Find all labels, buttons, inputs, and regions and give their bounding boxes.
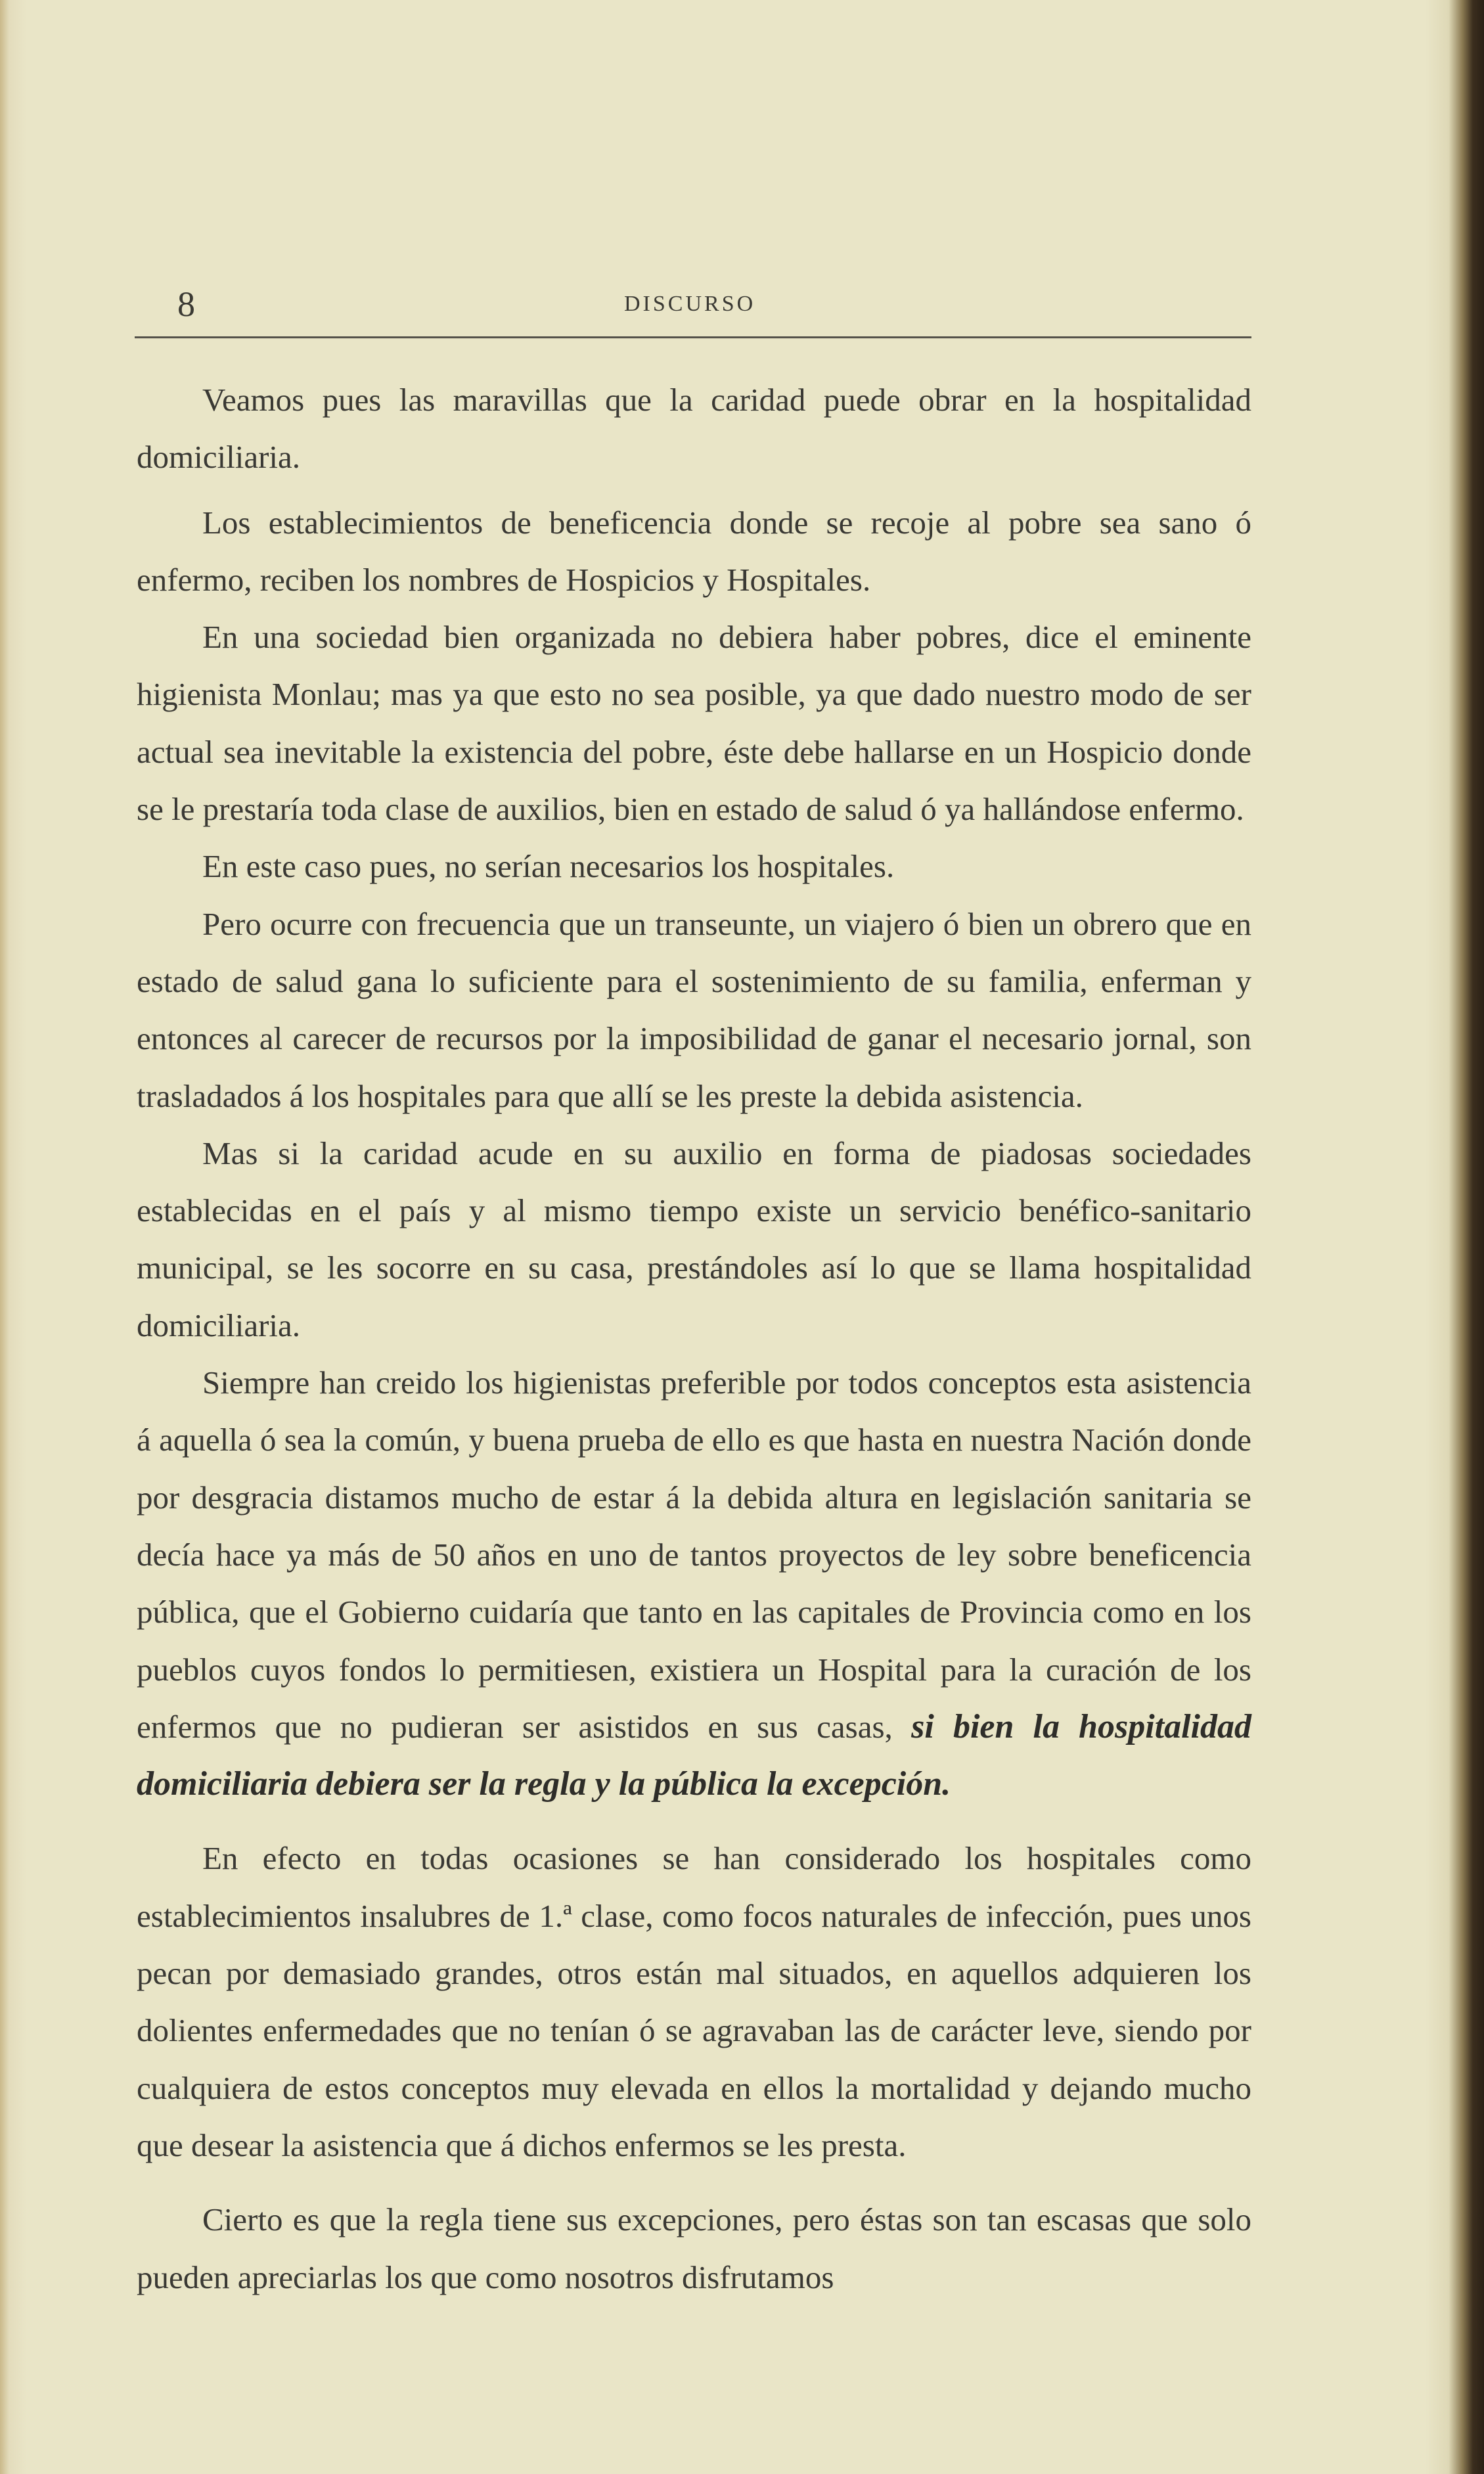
running-head: DISCURSO <box>624 292 756 316</box>
paragraph: Pero ocurre con frecuencia que un transeunte, un viajero ó bien un obrero que en estado de salud gana lo suficiente para el sostenimiento de su familia, enferman y entonces al carecer de recursos por la imposibilidad de ganar el necesario jornal, son trasladados á los hospitales para que allí se les preste la debida asistencia. <box>137 905 1251 1114</box>
page-number: 8 <box>177 284 195 324</box>
paragraph: Cierto es que la regla tiene sus excepciones, pero éstas son tan escasas que solo pueden apreciarlas los que como nosotros disfrutamos <box>137 2201 1251 2295</box>
paragraph: Los establecimientos de beneficencia donde se recoje al pobre sea sano ó enfermo, reciben los nombres de Hospicios y Hospitales. <box>137 504 1251 598</box>
page-header <box>135 284 1251 343</box>
paragraph-text: Siempre han creido los higienistas preferible por todos conceptos esta asistencia á aquella ó sea la común, y buena prueba de ello es que hasta en nuestra Nación donde por desgracia distamos mucho de estar á la debida altura en legislación sanitaria se decía hace ya más de 50 años en uno de tantos proyectos de ley sobre beneficencia pública, que el Gobierno cuidaría que tanto en las capitales de Provincia como en los pueblos cuyos fondos lo permitiesen, existiera un Hospital para la curación de los enfermos que no pudieran ser asistidos en sus casas, <box>137 1364 1251 1745</box>
paragraph: Mas si la caridad acude en su auxilio en forma de piadosas sociedades establecidas en el país y al mismo tiempo existe un servicio benéfico-sanitario municipal, se les socorre en su casa, prestándoles así lo que se llama hospitalidad domiciliaria. <box>137 1135 1251 1343</box>
paragraph: En este caso pues, no serían necesarios los hospitales. <box>202 848 895 885</box>
paragraph: Veamos pues las maravillas que la caridad puede obrar en la hospitalidad domiciliaria. <box>137 382 1251 476</box>
paragraph: En una sociedad bien organizada no debiera haber pobres, dice el eminente higienista Monlau; mas ya que esto no sea posible, ya que dado nuestro modo de ser actual sea inevitable la existencia del pobre, éste debe hallarse en un Hospicio donde se le prestaría toda clase de auxilios, bien en estado de salud ó ya hallándose enfermo. <box>137 619 1251 828</box>
paragraph: En efecto en todas ocasiones se han considerado los hospitales como establecimientos insalubres de 1.ª clase, como focos naturales de infección, pues unos pecan por demasiado grandes, otros están mal situados, en aquellos adquieren los dolientes enfermedades que no tenían ó se agravaban las de carácter leve, siendo por cualquiera de estos conceptos muy elevada en ellos la mortalidad y dejando mucho que desear la asistencia que á dichos enfermos se les presta. <box>137 1840 1251 2163</box>
header-rule <box>135 336 1251 338</box>
body-text <box>137 371 1251 2306</box>
paragraph-with-emphasis <box>137 1354 1251 1812</box>
italic-emphasis: si bien la hospitalidad domiciliaria debiera ser la regla y la pública la excepción. <box>137 1707 1251 1803</box>
